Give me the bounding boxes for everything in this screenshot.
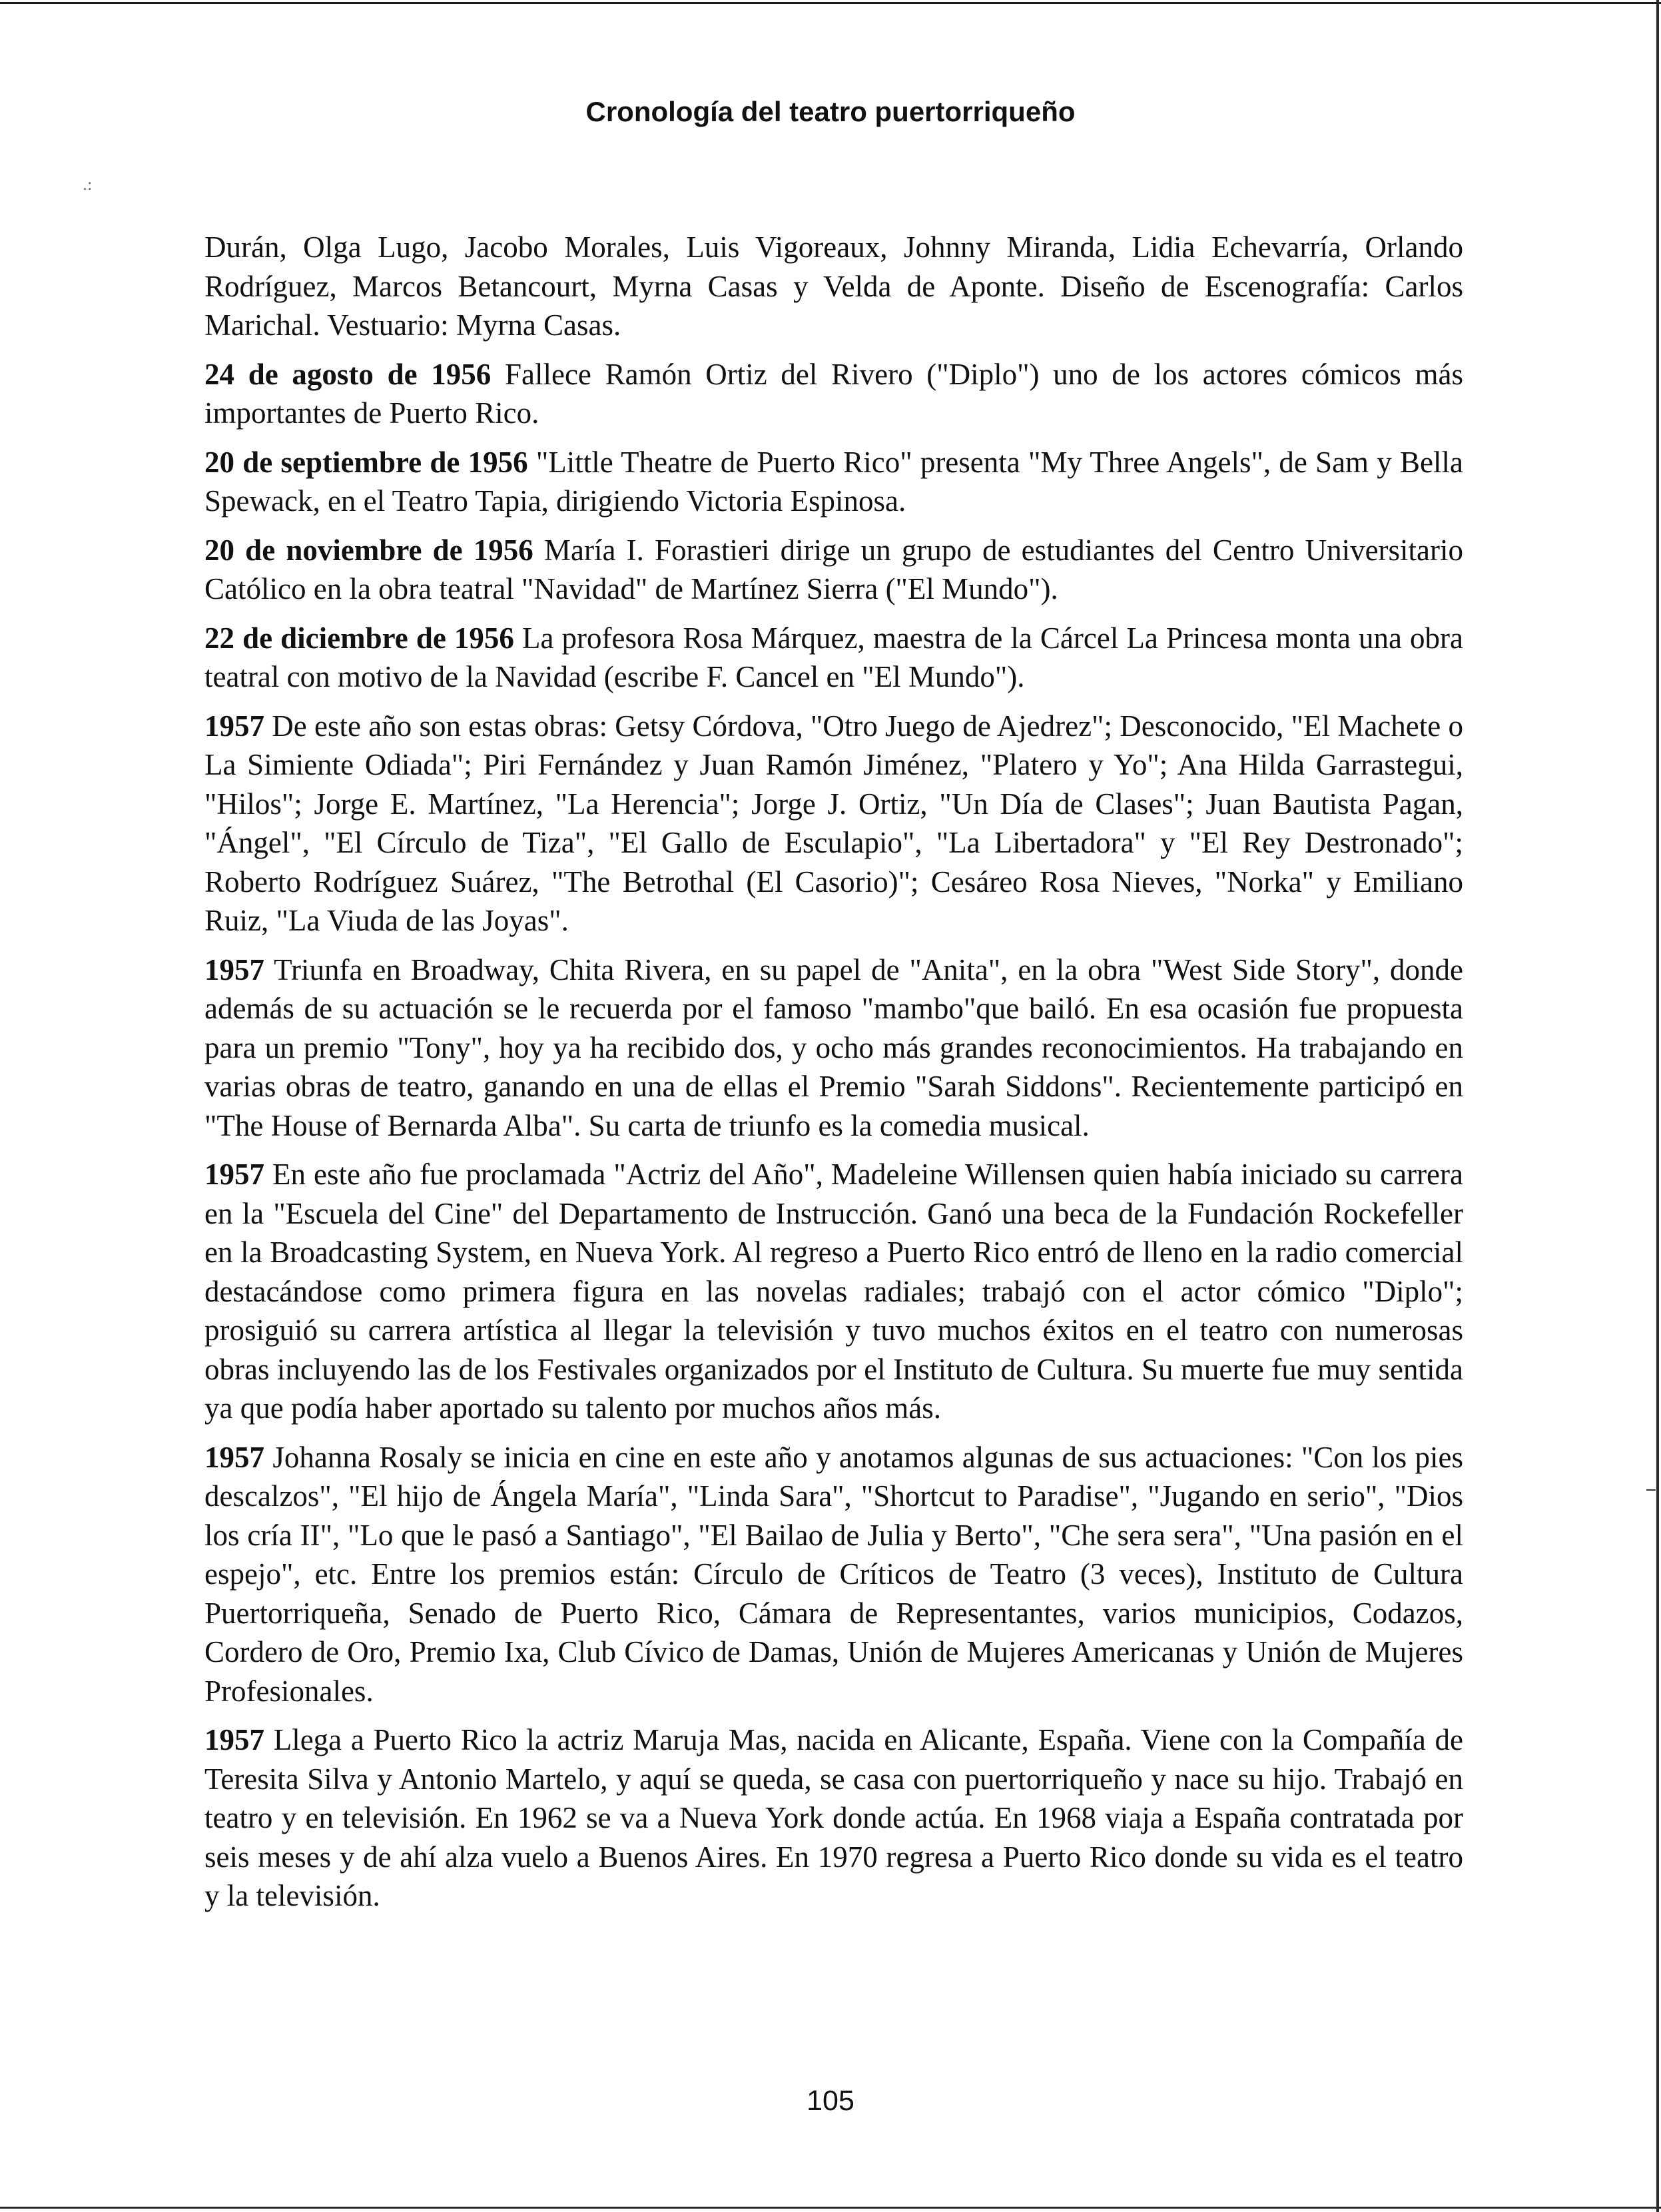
scan-border-top <box>0 2 1661 4</box>
entry-date: 1957 <box>204 952 264 986</box>
running-header: Cronología del teatro puertorriqueño <box>585 96 1076 127</box>
entry-text: En este año fue proclamada "Actriz del Año", Madeleine Willensen quien había iniciado su carrera en la "Escuela del Cine" del Departamento de Instrucción. Ganó una beca de la Fundación Rockefeller en la Broadcasting System, en Nueva York. Al regreso a Puerto Rico entró de lleno en la radio comercial destacándose como primera figura en las novelas radiales; trabajó con el actor cómico "Diplo"; prosiguió su carrera artística al llegar la televisión y tuvo muchos éxitos en el teatro con numerosas obras incluyendo las de los Festivales organizados por el Instituto de Cultura. Su muerte fue muy sentida ya que podía haber aportado su talento por muchos años más. <box>204 1158 1463 1425</box>
chronology-entry <box>204 1720 1463 1916</box>
entry-text: Llega a Puerto Rico la actriz Maruja Mas, nacida en Alicante, España. Viene con la Compañía de Teresita Silva y Antonio Martelo, y aquí se queda, se casa con puertorriqueño y nace su hijo. Trabajó en teatro y en televisión. En 1962 se va a Nueva York donde actúa. En 1968 viaja a España contratada por seis meses y de ahí alza vuelo a Buenos Aires. En 1970 regresa a Puerto Rico donde su vida es el teatro y la televisión. <box>204 1723 1463 1912</box>
page-number: 105 <box>807 2085 854 2117</box>
entry-date: 1957 <box>204 1158 264 1191</box>
chronology-entry <box>204 228 1463 345</box>
entry-text: María I. Forastieri dirige un grupo de estudiantes del Centro Universitario Católico en la obra teatral "Navidad" de Martínez Sierra ("El Mundo"). <box>204 533 1464 605</box>
chronology-entry <box>204 619 1463 697</box>
chronology-entry <box>204 707 1463 940</box>
entry-text: Triunfa en Broadway, Chita Rivera, en su papel de "Anita", en la obra "West Side Story", donde además de su actuación se le recuerda por el famoso "mambo"que bailó. En esa ocasión fue propuesta para un premio "Tony", hoy ya ha recibido dos, y ocho más grandes reconocimientos. Ha trabajando en varias obras de teatro, ganando en una de ellas el Premio "Sarah Siddons". Recientemente participó en "The House of Bernarda Alba". Su carta de triunfo es la comedia musical. <box>204 952 1463 1142</box>
scan-border-right <box>1656 0 1659 2212</box>
entry-date: 20 de noviembre de 1956 <box>204 533 533 567</box>
entry-text: La profesora Rosa Márquez, maestra de la Cárcel La Princesa monta una obra teatral con motivo de la Navidad (escribe F. Cancel en "El Mundo"). <box>204 621 1464 693</box>
chronology-entry <box>204 1438 1463 1711</box>
entry-text: Johanna Rosaly se inicia en cine en este año y anotamos algunas de sus actuaciones: "Con los pies descalzos", "El hijo de Ángela María", "Linda Sara", "Shortcut to Paradise", "Jugando en serio", "Dios los cría II", "Lo que le pasó a Santiago", "El Bailao de Julia y Berto", "Che sera sera", "Una pasión en el espejo", etc. Entre los premios están: Círculo de Críticos de Teatro (3 veces), Instituto de Cultura Puertorriqueña, Senado de Puerto Rico, Cámara de Representantes, varios municipios, Codazos, Cordero de Oro, Premio Ixa, Club Cívico de Damas, Unión de Mujeres Americanas y Unión de Mujeres Profesionales. <box>204 1440 1463 1708</box>
entry-date: 22 de diciembre de 1956 <box>204 621 514 655</box>
entry-date: 1957 <box>204 1723 264 1756</box>
chronology-entry <box>204 355 1463 433</box>
margin-tick-mark <box>1646 1489 1656 1491</box>
chronology-entry <box>204 443 1463 521</box>
chronology-body <box>204 228 1463 1926</box>
chronology-entry <box>204 950 1463 1146</box>
chronology-entry <box>204 531 1463 609</box>
entry-date: 20 de septiembre de 1956 <box>204 445 528 479</box>
entry-date: 1957 <box>204 709 264 743</box>
entry-date: 1957 <box>204 1440 264 1474</box>
scan-border-bottom <box>0 2207 1661 2209</box>
entry-text: "Little Theatre de Puerto Rico" presenta "My Three Angels", de Sam y Bella Spewack, en el Teatro Tapia, dirigiendo Victoria Espinosa. <box>204 445 1464 518</box>
scan-speck: .: <box>83 177 93 194</box>
entry-text: Durán, Olga Lugo, Jacobo Morales, Luis Vigoreaux, Johnny Miranda, Lidia Echevarría, Orlando Rodríguez, Marcos Betancourt, Myrna Casas y Velda de Aponte. Diseño de Escenografía: Carlos Marichal. Vestuario: Myrna Casas. <box>204 230 1463 342</box>
entry-text: De este año son estas obras: Getsy Córdova, "Otro Juego de Ajedrez"; Desconocido, "El Machete o La Simiente Odiada"; Piri Fernández y Juan Ramón Jiménez, "Platero y Yo"; Ana Hilda Garrastegui, "Hilos"; Jorge E. Martínez, "La Herencia"; Jorge J. Ortiz, "Un Día de Clases"; Juan Bautista Pagan, "Ángel", "El Círculo de Tiza", "El Gallo de Esculapio", "La Libertadora" y "El Rey Destronado"; Roberto Rodríguez Suárez, "The Betrothal (El Casorio)"; Cesáreo Rosa Nieves, "Norka" y Emiliano Ruiz, "La Viuda de las Joyas". <box>204 709 1463 937</box>
entry-text: Fallece Ramón Ortiz del Rivero ("Diplo") uno de los actores cómicos más importantes de Puerto Rico. <box>204 357 1463 430</box>
chronology-entry <box>204 1155 1463 1428</box>
entry-date: 24 de agosto de 1956 <box>204 357 492 391</box>
